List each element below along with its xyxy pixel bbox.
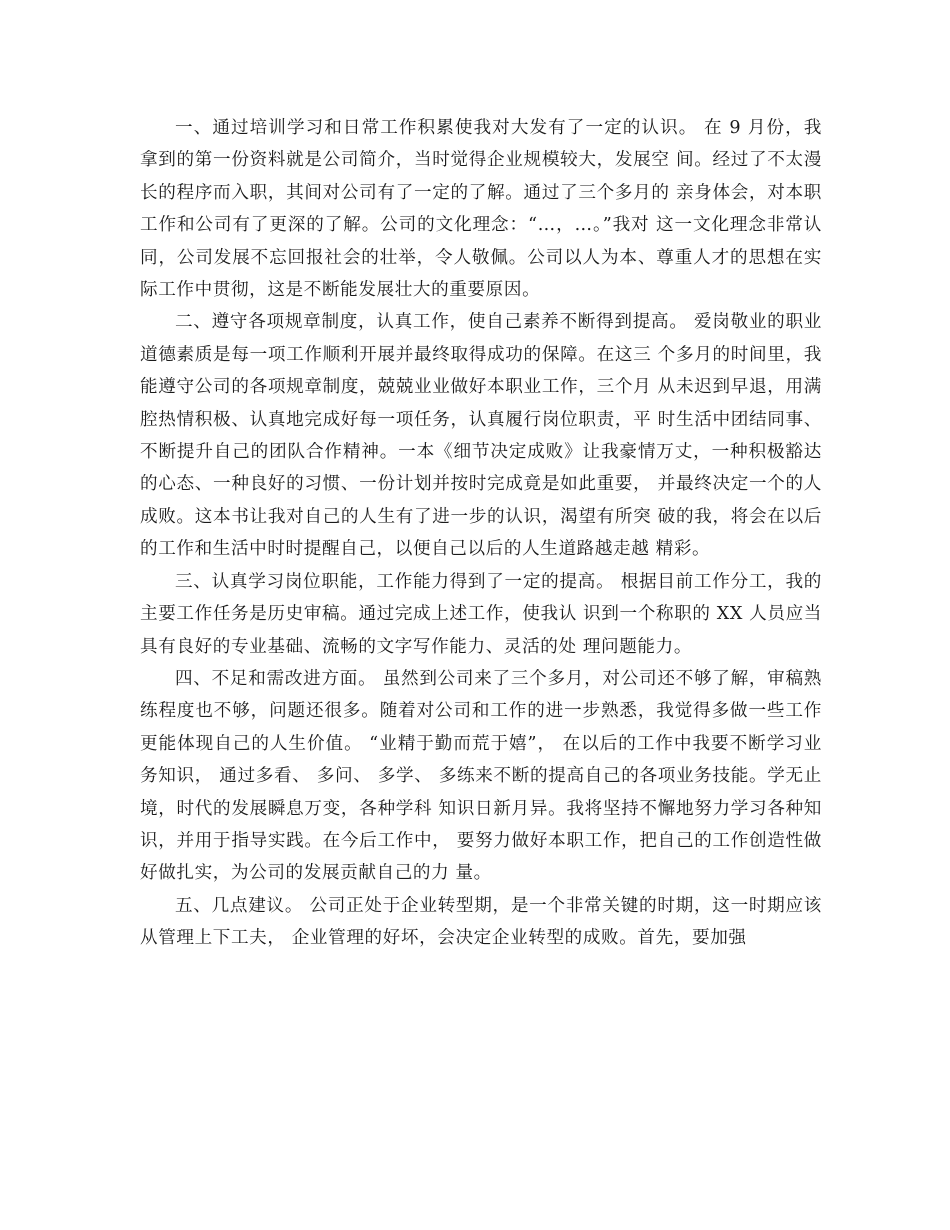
paragraph-2-rules: 二、遵守各项规章制度，认真工作，使自己素养不断得到提高。 爱岗敬业的职业道德素质是每一项工作顺利开展并最终取得成功的保障。在这三 个多月的时间里，我能遵守公司的各项规章制度，兢兢业业做好本职业工作，三个月 从未迟到早退，用满腔热情积极、认真地完成好每一项任务，认真履行岗位职责，平 时生活中团结同事、不断提升自己的团队合作精神。一本《细节决定成败》让我豪情万丈，一种积极豁达的心态、一种良好的习惯、一份计划并按时完成竟是如此重要， 并最终决定一个的人成败。这本书让我对自己的人生有了进一步的认识，渴望有所突 破的我，将会在以后的工作和生活中时时提醒自己，以便自己以后的人生道路越走越 精彩。 (140, 312, 822, 560)
paragraph-1-training: 一、通过培训学习和日常工作积累使我对大发有了一定的认识。 在 9 月份，我拿到的第一份资料就是公司简介，当时觉得企业规模较大，发展空 间。经过了不太漫长的程序而入职，其间对公司有了一定的了解。通过了三个多月的 亲身体会，对本职工作和公司有了更深的了解。公司的文化理念：“…，…。”我对 这一文化理念非常认同，公司发展不忘回报社会的壮举，令人敬佩。公司以人为本、尊重人才的思想在实际工作中贯彻，这是不断能发展壮大的重要原因。 (140, 118, 822, 301)
paragraph-5-suggestions: 五、几点建议。 公司正处于企业转型期，是一个非常关键的时期，这一时期应该从管理上下工夫， 企业管理的好坏，会决定企业转型的成败。首先，要加强 (140, 895, 822, 949)
document-body (140, 112, 822, 955)
paragraph-3-job-skills: 三、认真学习岗位职能，工作能力得到了一定的提高。 根据目前工作分工，我的主要工作任务是历史审稿。通过完成上述工作，使我认 识到一个称职的 XX 人员应当具有良好的专业基础、流畅的文字写作能力、灵活的处 理问题能力。 (140, 571, 822, 657)
paragraph-4-improvements: 四、不足和需改进方面。 虽然到公司来了三个多月，对公司还不够了解，审稿熟练程度也不够，问题还很多。随着对公司和工作的进一步熟悉，我觉得多做一些工作更能体现自己的人生价值。 “业精于勤而荒于嬉”， 在以后的工作中我要不断学习业务知识， 通过多看、 多问、 多学、 多练来不断的提高自己的各项业务技能。学无止境，时代的发展瞬息万变，各种学科 知识日新月异。我将坚持不懈地努力学习各种知识，并用于指导实践。在今后工作中， 要努力做好本职工作，把自己的工作创造性做好做扎实，为公司的发展贡献自己的力 量。 (140, 668, 822, 884)
